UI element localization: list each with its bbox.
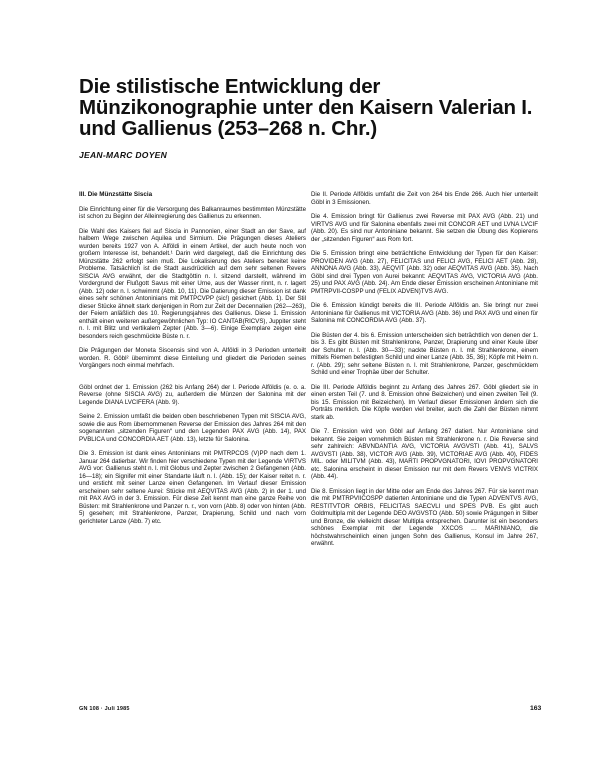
paragraph: Die 8. Emission liegt in der Mitte oder am Ende des Jahres 267. Für sie kennt man die mit PMTRPVIICOSPP datierten Antoniniane und die Typen ADVENTVS AVG, RESTITVTOR ORBIS, FELICITAS SAECVLI und SPES PVB. Es gibt auch Goldmultipla mit der Legende DEO AVGVSTO (Abb. 50) sowie Prägungen in Silber und Bronze, die vielleicht dieser Multipla entsprechen. Darunter ist ein besonders schönes Exemplar mit der Legende XXCOS … MARINIANO, die höchstwahrscheinlich einen jungen Sohn des Gallienus, Konsul im Jahre 267, erwähnt.: [311, 487, 538, 547]
paragraph: Die Wahl des Kaisers fiel auf Siscia in Pannonien, einer Stadt an der Save, auf halbem Wege zwischen Aquilea und Sirmium. Die Prägungen dieses Ateliers wurden bereits 1927 von A. Alföldi in einem Artikel, der auch heute noch von großem Interesse ist, behandelt.¹ Darin wird dargelegt, daß die Einrichtung des Münzstätte 262 erfolgt sein muß. Die Lokalisierung des Ateliers bereitet keine Probleme. Tatsächlich ist die Stadt ausdrücklich auf dem sehr seltenen Revers SISCIA AVG erwähnt, der die Stadtgöttin n. l. sitzend darstellt, während im Vordergrund der Flußgott Savus mit einer Urne, aus der Wasser rinnt, n. r. lagert (Abb. 12) oder n. l. schwimmt (Abb. 10, 11). Die Datierung dieser Emission ist dank eines sehr schönen Antoninians mit PMTPCVPP (sic!) gesichert (Abb. 1). Der Stil dieser Stücke ähnelt stark denjenigen in Rom zur Zeit der Decennalien (262—263), der Feiern anläßlich des 10. Regierungsjahres des Gallienus. Diese 1. Emission enthält einen weiteren außergewöhnlichen Typ: IO CANTAB(RICVS), Juppiter steht n. l. mit Blitz und vertikalem Zepter (Abb. 3—6). Einige Exemplare zeigen eine besonders reich geschmückte Büste n. r.: [79, 227, 306, 340]
paragraph: Die 6. Emission kündigt bereits die III. Periode Alföldis an. Sie bringt nur zwei Antoniniane für Gallienus mit VICTORIA AVG (Abb. 36) und PAX AVG und einen für Salonina mit CONCORDIA AVG (Abb. 37).: [311, 302, 538, 324]
title-line: Münzikonographie unter den Kaisern Valerian I.: [79, 96, 533, 119]
title-line: Die stilistische Entwicklung der: [79, 75, 381, 98]
paragraph: Die Büsten der 4. bis 6. Emission unterscheiden sich beträchtlich von denen der 1. bis 3. Es gibt Büsten mit Strahlenkrone, Panzer, Drapierung und einer Keule über der Schulter n. l. (Abb. 30—33); nackte Büsten n. l. mit Strahlenkrone, einem mittels Riemen befestigten Schild und einer Lanze (Abb. 35, 36); Köpfe mit Helm n. r. (Abb. 29); sehr seltene Büsten n. l. mit Strahlenkrone, Panzer, geschmücktem Schild und einer Trophäe über der Schulter.: [311, 331, 538, 376]
paragraph: Die 5. Emission bringt eine beträchtliche Entwicklung der Typen für den Kaiser: PROVIDEN AVG (Abb. 27), FELICITAS und FELICI AVG, FELICI AET (Abb. 28), ANNONA AVG (Abb. 33), AEQVIT (Abb. 32) oder AEQVITAS AVG (Abb. 35). Nach Göbl sind drei Typen von Aurei bekannt: AEQVITAS AVG, VICTORIA AVG (Abb. 25) und PAX AVG (Abb. 24). Am Ende dieser Emission erscheinen Antoniniane mit PMTRPVII-COSPP und (FELIX ADVEN)TVS AVG.: [311, 250, 538, 295]
author-name: JEAN-MARC DOYEN: [79, 150, 168, 160]
section-heading: III. Die Münzstätte Siscia: [79, 191, 153, 198]
paragraph: Die Prägungen der Moneta Siscensis sind von A. Alföldi in 3 Perioden unterteilt worden. R. Göbl² übernimmt diese Einteilung und gliedert die Perioden seines Vorgängers noch einmal mehrfach.: [79, 347, 306, 369]
title-line: und Gallienus (253–268 n. Chr.): [79, 117, 377, 140]
journal-issue-footer: GN 108 · Juli 1985: [79, 706, 130, 712]
paragraph: Seine 2. Emission umfaßt die beiden oben beschriebenen Typen mit SISCIA AVG, sowie die aus Rom übernommenen Reverse der Emission des Jahres 264 mit den sogenannten „sitzenden Figuren“ und den Legenden PAX AVG (Abb. 14), PAX PVBLICA und CONCORDIA AET (Abb. 13), letzte für Salonina.: [79, 413, 306, 443]
article-title: [79, 76, 539, 139]
paragraph: Die II. Periode Alföldis umfaßt die Zeit von 264 bis Ende 266. Auch hier unterteilt Göbl in 3 Emissionen.: [311, 191, 538, 206]
paragraph: Die III. Periode Alföldis beginnt zu Anfang des Jahres 267. Göbl gliedert sie in einen ersten Teil (7. und 8. Emission ohne Beizeichen) und einen zweiten Teil (9. bis 15. Emission mit Beizeichen). Im Verlauf dieser Emissionen ändern sich die Porträts merklich. Die Köpfe werden viel breiter, auch die Zahl der Büsten nimmt stark ab.: [311, 383, 538, 421]
right-column: [311, 191, 538, 555]
paragraph: Die 3. Emission ist dank eines Antoninians mit PMTRPCOS (V)PP nach dem 1. Januar 264 datierbar. Wir finden hier verschiedene Typen mit der Legende VIRTVS AVG vor: Gallienus steht n. l. mit Globus und Zepter zwischen 2 Gefangenen (Abb. 16—18); ein Signifer mit einer Standarte läuft n. l. (Abb. 15); der Kaiser reitet n. r. und ersticht mit seiner Lanze einen Gefangenen. Im Verlauf dieser Emission erscheinen sehr seltene Aurei: Stücke mit AEQVITAS AVG (Abb. 2) in der 1. und mit PAX AVG in der 3. Emission. Für diese Zeit kennt man eine ganze Reihe von Büsten: mit Strahlenkrone und Panzer n. r., von vorn (Abb. 8) oder von hinten (Abb. 5) gesehen; mit Strahlenkrone, Panzer, Drapierung, Schild und nach vorn gerichteter Lanze (Abb. 7) etc.: [79, 450, 306, 525]
paragraph: Göbl ordnet der 1. Emission (262 bis Anfang 264) der I. Periode Alföldis (e. o. a. Reverse (ohne SISCIA AVG) zu, außerdem die Münzen der Salonina mit der Legende DIANA LVCIFERA (Abb. 9).: [79, 383, 306, 406]
paragraph: Die 4. Emission bringt für Gallienus zwei Reverse mit PAX AVG (Abb. 21) und VIRTVS AVG und für Salonina ebenfalls zwei mit CONCOR AET und LVNA LVCIF (Abb. 20). Es sind nur Antoniniane bekannt. Sie setzen die Übung des Kopierens der „sitzenden Figuren“ aus Rom fort.: [311, 213, 538, 243]
paragraph: Die 7. Emission wird von Göbl auf Anfang 267 datiert. Nur Antoniniane sind bekannt. Sie zeigen vornehmlich Büsten mit Strahlenkrone n. r. Die Reverse sind sehr zahlreich: ABVNDANTIA AVG, VICTORIA AVGVSTI (Abb. 41), SALVS AVGVSTI (Abb. 38), VICTOR AVG (Abb. 39), VICTORIAE AVG (Abb. 40), FIDES MIL. oder MILITVM (Abb. 43), MARTI PROPVGNATORI, IOVI PROPVGNATORI etc. Salonina erscheint in dieser Emission nur mit dem Revers VENVS VICTRIX (Abb. 44).: [311, 428, 538, 480]
left-column: [79, 191, 306, 532]
paragraph: Die Einrichtung einer für die Versorgung des Balkanraumes bestimmten Münzstätte ist schon zu Beginn der Alleinregierung des Gallienus zu erkennen.: [79, 205, 306, 220]
page-number: 163: [530, 705, 542, 712]
